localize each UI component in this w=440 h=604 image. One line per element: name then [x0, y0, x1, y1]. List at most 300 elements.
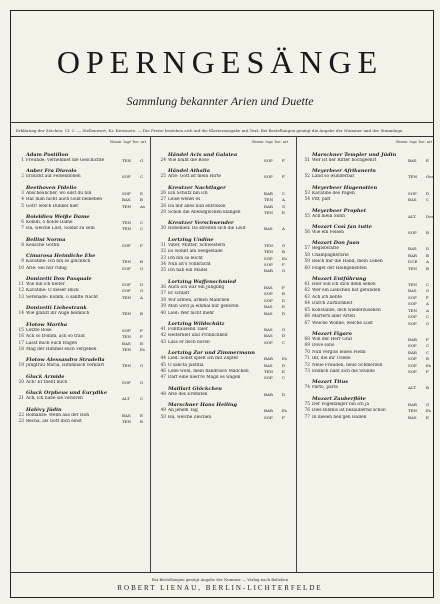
voice-type: SOP [122, 288, 131, 294]
composer-heading: Flotow Alessandro Stradella [26, 357, 105, 364]
voice-type: BAS [264, 310, 273, 316]
composer-heading: Meyerbeer Prophet [312, 207, 367, 214]
entry-number: 13 [18, 294, 24, 300]
voice-type: BAR [264, 356, 273, 362]
entry-number: 42 [160, 333, 166, 339]
voice-type: SOP [264, 375, 273, 381]
catalog-entry [156, 226, 294, 232]
voice-type: BAS [264, 226, 273, 232]
voice-type: SOP [122, 282, 131, 288]
voice-type: SOP [264, 339, 273, 345]
entry-title: Ha, welche Lust, Soldat zu sein [26, 226, 95, 232]
entry-title: Arie: Sei nur ruhig [26, 265, 67, 271]
voice-type: SOP [408, 190, 417, 196]
catalog-entry [14, 380, 152, 386]
key-signature: B [140, 340, 143, 346]
composer-heading: Händel Acis und Galatea [168, 152, 238, 158]
entry-number: 21 [18, 396, 24, 402]
catalog-entry [14, 243, 152, 249]
key-signature: F [282, 158, 285, 163]
voice-type: SOP [408, 356, 417, 362]
catalog-entry [156, 340, 294, 346]
composer-heading: Boieldieu Weiße Dame [26, 214, 90, 221]
catalog-entry [14, 226, 152, 232]
entry-number: 10 [18, 265, 24, 271]
voice-type: TEN [122, 346, 132, 352]
entry-title: Konstanze, dich wiederzusehen [312, 307, 381, 313]
entry-title: O sancta justitia [168, 362, 204, 368]
entry-number: 74 [304, 385, 310, 391]
catalog-entry [14, 311, 152, 317]
catalog-entry [156, 158, 294, 164]
voice-type: BAS [408, 246, 417, 252]
entry-number: 38 [160, 297, 166, 303]
key-signature: G [282, 203, 286, 209]
entry-title: Will der Herr Graf [312, 336, 352, 342]
composer-section [300, 396, 438, 421]
entry-number: 70 [304, 349, 310, 355]
key-signature: F [282, 262, 285, 268]
composer-section [156, 152, 294, 164]
key-signature: F [282, 284, 285, 290]
entry-title: Wer ein Liebchen hat gefunden [312, 288, 381, 294]
catalog-entry [300, 369, 438, 375]
entry-number: 36 [160, 284, 166, 290]
entry-number: 46 [160, 368, 166, 374]
entry-number: 5 [21, 203, 24, 209]
catalog-entry [300, 197, 438, 203]
composer-section [300, 224, 438, 236]
key-signature: G [140, 265, 144, 271]
catalog-entry [14, 363, 152, 369]
entry-title: Neue Freuden, neue Schmerzen [312, 362, 383, 368]
voice-type: SOP [264, 255, 273, 261]
voice-type: TEN [122, 363, 132, 369]
composer-section [14, 237, 152, 249]
entry-number: 37 [160, 291, 166, 297]
entry-number: 76 [304, 408, 310, 414]
composer-heading: Lortzing Undine [168, 236, 214, 243]
composer-section [14, 374, 152, 386]
entry-title: Durch Zärtlichkeit [312, 301, 353, 307]
voice-type: SOP [122, 174, 131, 180]
composer-section [300, 208, 438, 220]
voice-type: TEN [122, 294, 132, 300]
key-signature: C [282, 375, 286, 381]
entry-number: 75 [304, 401, 310, 407]
key-signature: C [140, 226, 144, 232]
key-signature: D [282, 362, 286, 368]
entry-number: 6 [21, 220, 24, 226]
composer-heading: Beethoven Fidelio [26, 184, 77, 191]
key-signature: E [426, 158, 429, 163]
entry-number: 34 [160, 262, 166, 268]
entry-number: 63 [304, 294, 310, 300]
composer-heading: Lortzing Wildschütz [168, 320, 225, 327]
voice-type: SOP [408, 343, 417, 349]
key-signature: Es [140, 346, 145, 352]
key-signature: E [282, 210, 285, 216]
composer-heading: Marschner Hans Heiling [168, 402, 237, 409]
entry-number: 25 [160, 174, 166, 180]
entry-number: 3 [21, 190, 24, 196]
entry-title: Man wird ja einmal nur geboren [168, 304, 239, 310]
key-signature: D [282, 333, 286, 339]
entry-number: 57 [304, 246, 310, 252]
entry-number: 18 [18, 346, 24, 352]
entry-number: 7 [21, 226, 24, 232]
voice-type: TEN [408, 282, 418, 288]
entry-title: Der Vogelfänger bin ich ja [312, 401, 370, 407]
voice-type: ALT [408, 213, 416, 219]
composer-heading: Mozart Figaro [312, 330, 352, 337]
catalog-entry [14, 419, 152, 425]
voice-type: TEN [122, 158, 132, 163]
voice-type: SOP [264, 262, 273, 268]
entry-title: Es wohnt am Seegestade [168, 249, 223, 255]
key-signature: D [426, 190, 430, 196]
composer-heading: Kreutzer Nachtlager [168, 184, 226, 191]
composer-section [14, 407, 152, 426]
composer-heading: Halévy Jüdin [26, 406, 62, 413]
key-signature: C [426, 343, 430, 349]
entry-title: Arie: Gott ist mein Hirte [168, 174, 221, 180]
voice-type: SOP [408, 230, 417, 236]
key-signature: C [282, 190, 286, 196]
voice-type: BAS [408, 288, 417, 294]
entry-number: 12 [18, 288, 24, 294]
voice-type: BAS [264, 304, 273, 310]
voice-type: BAS [122, 412, 131, 418]
key-signature: G [140, 288, 144, 294]
key-signature: A [282, 226, 285, 232]
key-signature: Es [282, 356, 287, 362]
entry-title: Wir armen, armen Mädchen [168, 297, 230, 303]
composer-heading: Lortzing Waffenschmied [168, 278, 237, 285]
composer-heading: Mozart Entführung [312, 276, 367, 283]
page-title: OPERNGESÄNGE [56, 44, 384, 80]
composer-section [156, 279, 294, 317]
key-signature: Es [426, 362, 431, 368]
composer-section [156, 168, 294, 180]
entry-number: 15 [18, 327, 24, 333]
voice-type: TEN [122, 334, 132, 340]
composer-section [300, 379, 438, 391]
composer-section [300, 240, 438, 272]
composer-section [156, 237, 294, 275]
composer-heading: Gluck Armide [26, 373, 65, 380]
key-signature: Ges [426, 174, 434, 180]
key-signature: D [140, 282, 144, 288]
entry-title: Ich hab ein Mädel [168, 268, 208, 274]
entry-title: Freunde, vernehmet die Geschichte [26, 158, 105, 163]
entry-number: 66 [304, 314, 310, 320]
composer-section [156, 402, 294, 421]
key-signature: D [282, 310, 286, 316]
entry-title: Komm, o holde Dame [26, 220, 73, 226]
catalog-entry [300, 415, 438, 421]
entry-number: 9 [21, 259, 24, 265]
catalog-entry [156, 311, 294, 317]
catalog-entry [14, 266, 152, 272]
composer-section [300, 185, 438, 204]
key-signature: C [140, 396, 144, 402]
key-signature: B [140, 418, 143, 424]
voice-type: TEN [408, 408, 418, 414]
entry-title: Romanze: Wenn aus der Höh [26, 412, 90, 418]
composer-section [14, 185, 152, 210]
entry-number: 54 [304, 197, 310, 203]
catalog-entry [156, 375, 294, 381]
voice-type: BAR [264, 391, 273, 397]
entry-title: Land so wunderbar [312, 174, 355, 180]
column-header: Stimm- lage Ton- art [109, 140, 146, 144]
voice-type: TEN [122, 203, 132, 209]
divider [11, 136, 433, 137]
voice-type: TEN [408, 307, 418, 313]
composer-section [300, 276, 438, 327]
key-signature: F [282, 414, 285, 420]
entry-number: 55 [304, 213, 310, 219]
entry-title: Champagnerarie [312, 252, 349, 258]
entry-title: Ach so fromm, ach so traut [26, 334, 86, 340]
entry-title: Fünftausend Taler [168, 326, 208, 332]
voice-type: BAS [408, 158, 417, 163]
entry-number: 30 [160, 226, 166, 232]
entry-number: 69 [304, 343, 310, 349]
composer-heading: Maillart Glöckchen [168, 385, 222, 392]
entry-title: Kavatine: Ich bin so glücklich [26, 259, 91, 265]
entry-title: Kavatine: O dieser Blick [26, 288, 79, 294]
voice-type: SOP [122, 242, 131, 248]
divider [11, 122, 433, 123]
entry-title: Nun vergiss leises Flehn [312, 349, 366, 355]
key-signature: E [282, 304, 285, 310]
entry-title: Kavatine des Pagen [312, 190, 355, 196]
voice-type: TEN [122, 418, 132, 424]
composer-section [14, 253, 152, 272]
entry-title: Recha, als Gott dich einst [26, 418, 82, 424]
entry-number: 40 [160, 310, 166, 316]
catalog-entry [14, 295, 152, 301]
entry-title: An jenem Tag [168, 408, 198, 414]
key-signature: G [282, 326, 286, 332]
entry-number: 14 [18, 311, 24, 317]
entry-title: Leise wehet es [168, 197, 201, 203]
entry-number: 50 [160, 414, 166, 420]
entry-title: Ach, ich habe sie verloren [26, 396, 83, 402]
key-signature: B [426, 356, 429, 362]
catalog-entry [14, 174, 152, 180]
entry-title: Darf eine nied're Magd es wagen [168, 375, 241, 381]
voice-type: SOP [408, 314, 417, 320]
composer-section [300, 331, 438, 375]
key-signature: A [426, 307, 429, 313]
voice-type: TEN [264, 249, 274, 255]
composer-heading: Donizetti Don Pasquale [26, 276, 92, 283]
entry-title: Reich mir die Hand, mein Leben [312, 259, 383, 265]
voice-type: BAS [122, 340, 131, 346]
entry-number: 43 [160, 339, 166, 345]
entry-number: 31 [160, 242, 166, 248]
entry-number: 73 [304, 368, 310, 374]
composer-section [300, 152, 438, 164]
entry-title: Ach mein Sohn [312, 213, 345, 219]
catalog-entry [156, 174, 294, 180]
voice-type: BAS [408, 414, 417, 420]
key-signature: D [282, 391, 286, 397]
voice-type: SOP [408, 320, 417, 326]
entry-number: 17 [18, 340, 24, 346]
entry-number: 22 [18, 412, 24, 418]
entry-title: Arie des Eremiten [168, 391, 208, 397]
voice-type: TEN [122, 220, 132, 226]
catalog-entry [156, 392, 294, 398]
voice-type: SOP [408, 362, 417, 368]
entry-number: 23 [18, 418, 24, 424]
key-signature: D [282, 297, 286, 303]
key-signature: F [282, 174, 285, 180]
entry-title: Er schläft [168, 291, 190, 297]
entry-title: Dies Bildnis ist bezaubernd schön [312, 408, 386, 414]
key-signature: F [140, 242, 143, 248]
key-signature: C [282, 339, 286, 345]
composer-heading: Kreutzer Verschwender [168, 220, 234, 227]
voice-type: TEN [264, 242, 274, 248]
entry-title: Nun ist's vollbracht [168, 262, 211, 268]
entry-title: Lied: Wer nicht mehr [168, 310, 215, 316]
composer-section [300, 168, 438, 180]
composer-section [156, 386, 294, 398]
key-signature: B [282, 249, 285, 255]
entry-number: 27 [160, 197, 166, 203]
key-signature: Es [426, 408, 431, 414]
entry-title: Lass er doch hören [168, 339, 210, 345]
entry-number: 33 [160, 255, 166, 261]
voice-type: TEN [264, 368, 274, 374]
divider [11, 572, 433, 573]
entry-number: 45 [160, 362, 166, 368]
entry-title: Wie glänzt ihr Auge heimlich [26, 311, 90, 317]
entry-title: Jungfrau Maria, Himmlisch verklärt [26, 363, 105, 369]
entry-number: 67 [304, 320, 310, 326]
entry-number: 2 [21, 174, 24, 180]
entry-number: 49 [160, 408, 166, 414]
entry-number: 19 [18, 363, 24, 369]
key-signature: B [140, 311, 143, 317]
key-signature: F [426, 336, 429, 342]
catalog-entry [14, 396, 152, 402]
voice-type: BAS [264, 362, 273, 368]
composer-heading: Meyerbeer Hugenotten [312, 184, 378, 191]
voice-type: TEN [122, 259, 132, 265]
composer-heading: Donizetti Liebestrank [26, 305, 87, 312]
key-signature: G [140, 379, 144, 385]
catalog-entry [14, 158, 152, 164]
legend-note: Erklärung der Zeichen: Cl. C. — Stellenwert; Kr. Kreisnote. — Die Preise beziehen sich auf die Klavierausgabe mit Text. Bei Bestellungen genügt die Angabe der Nummer und der Stimmlage. [16, 128, 404, 133]
voice-type: TEN [122, 226, 132, 232]
voice-type: SOP [122, 379, 131, 385]
entry-number: 39 [160, 304, 166, 310]
entry-number: 8 [21, 242, 24, 248]
composer-heading: Mozart Titus [312, 379, 349, 386]
entry-title: Ach ich liebte [312, 294, 342, 300]
key-signature: E [282, 368, 285, 374]
key-signature: C [140, 220, 144, 226]
composer-section [14, 357, 152, 369]
voice-type: BAR [264, 408, 273, 414]
entry-title: Ein Schütz bin ich [168, 190, 208, 196]
catalog-entry [14, 204, 152, 210]
voice-type: BAS [122, 197, 131, 203]
entry-title: Piff, paff [312, 197, 331, 203]
composer-heading: Adam Postillon [26, 152, 69, 158]
composer-section [156, 220, 294, 232]
key-signature: B [426, 265, 429, 271]
key-signature: F [140, 334, 143, 340]
key-signature: B [282, 291, 285, 297]
entry-title: Wie blüht die Rose [168, 158, 209, 163]
entry-title: Martern aller Arten [312, 314, 355, 320]
entry-title: Wie ein Felsen [312, 230, 344, 236]
column-divider [296, 136, 297, 572]
entry-number: 20 [18, 379, 24, 385]
voice-type: SOP [264, 291, 273, 297]
entry-number: 47 [160, 375, 166, 381]
voice-type: BAS [264, 326, 273, 332]
entry-title: Lasst mich euch fragen [26, 340, 78, 346]
entry-title: Lied: Sonst spielt ich mit Zepter [168, 356, 239, 362]
catalog-entry [300, 321, 438, 327]
publisher-imprint: ROBERT LIENAU, BERLIN-LICHTERFELDE [117, 584, 323, 592]
key-signature: Es [282, 408, 287, 414]
entry-title: Gott! welch Dunkel hier [26, 203, 79, 209]
entry-number: 65 [304, 307, 310, 313]
entry-number: 56 [304, 230, 310, 236]
voice-type: TEN [408, 174, 418, 180]
entry-title: Hier soll ich dich denn sehen [312, 282, 376, 288]
catalog-entry [300, 158, 438, 164]
entry-number: 26 [160, 190, 166, 196]
catalog-column-3 [300, 140, 438, 568]
entry-number: 77 [304, 414, 310, 420]
entry-title: Registerarie [312, 246, 339, 252]
voice-type: TEN [264, 210, 274, 216]
key-signature: C [426, 314, 430, 320]
entry-title: Wer ist der Ritter hochgeehrt [312, 158, 377, 163]
entry-number: 44 [160, 356, 166, 362]
composer-section [14, 168, 152, 180]
entry-title: Ihr, die ihr Triebe [312, 356, 351, 362]
entry-title: Ich bin so leicht [168, 255, 203, 261]
key-signature: B [140, 197, 143, 203]
catalog-entry [300, 174, 438, 180]
key-signature: G [282, 242, 286, 248]
voice-type: SOP [122, 190, 131, 196]
entry-number: 60 [304, 265, 310, 271]
key-signature: B [140, 259, 143, 265]
composer-heading: Lortzing Zar und Zimmermann [168, 350, 255, 357]
key-signature: C [426, 282, 430, 288]
composer-section [14, 390, 152, 402]
key-signature: B [426, 230, 429, 236]
voice-type: ALT [122, 396, 130, 402]
entry-title: Erblickt auf Felsenhöhen [26, 174, 81, 180]
entry-number: 28 [160, 203, 166, 209]
voice-type: SOP [408, 294, 417, 300]
entry-number: 4 [21, 197, 24, 203]
entry-number: 32 [160, 249, 166, 255]
